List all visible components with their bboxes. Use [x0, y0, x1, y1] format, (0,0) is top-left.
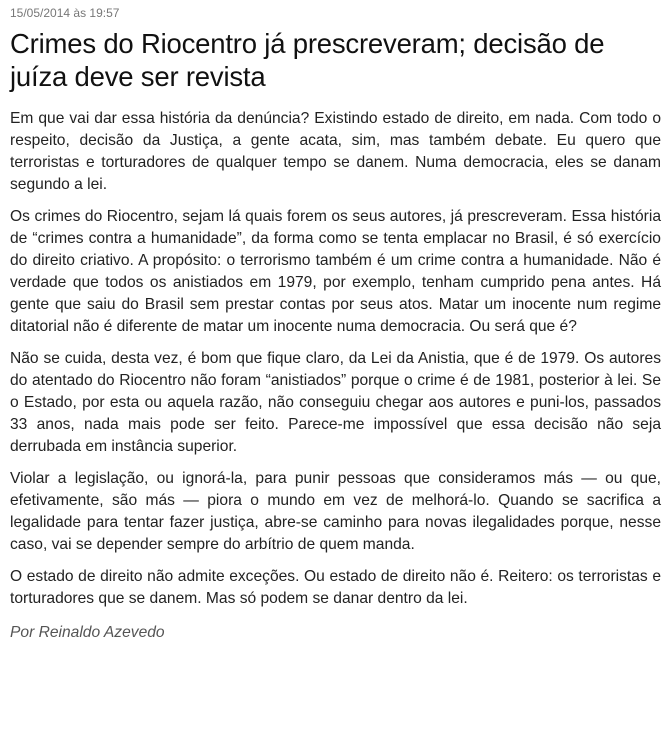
article-paragraph: O estado de direito não admite exceções. Ou estado de direito não é. Reitero: os terroristas e torturadores que se danem. Mas só podem se danar dentro da lei.	[10, 568, 661, 607]
article-title: Crimes do Riocentro já prescreveram; decisão de juíza deve ser revista	[10, 28, 605, 92]
article-paragraph: Em que vai dar essa história da denúncia? Existindo estado de direito, em nada. Com todo o respeito, decisão da Justiça, a gente acata, sim, mas também debate. Eu quero que terroristas e torturadores de qualquer tempo se danem. Numa democracia, eles se danam segundo a lei.	[10, 110, 661, 193]
article-paragraph: Não se cuida, desta vez, é bom que fique claro, da Lei da Anistia, que é de 1979. Os autores do atentado do Riocentro não foram “anistiados” porque o crime é de 1981, posterior à lei. Se o Estado, por esta ou aquela razão, não conseguiu chegar aos autores e puni-los, passados 33 anos, nada mais pode ser feito. Parece-me impossível que essa decisão não seja derrubada em instância superior.	[10, 350, 661, 455]
article-paragraph: Violar a legislação, ou ignorá-la, para punir pessoas que consideramos más — ou que, efetivamente, são más — piora o mundo em vez de melhorá-lo. Quando se sacrifica a legalidade para tentar fazer justiça, abre-se caminho para novas ilegalidades porque, nesse caso, vai se depender sempre do arbítrio de quem manda.	[10, 470, 661, 553]
article-date: 15/05/2014 às 19:57	[10, 6, 120, 20]
article-author: Por Reinaldo Azevedo	[10, 624, 165, 641]
article-paragraph: Os crimes do Riocentro, sejam lá quais forem os seus autores, já prescreveram. Essa história de “crimes contra a humanidade”, da forma como se tenta emplacar no Brasil, é só exercício do direito criativo. A propósito: o terrorismo também é um crime contra a humanidade. Não é verdade que todos os anistiados em 1979, por exemplo, tenham cumprido pena antes. Há gente que saiu do Brasil sem prestar contas por seus atos. Matar um inocente num regime ditatorial não é diferente de matar um inocente numa democracia. Ou será que é?	[10, 208, 661, 335]
